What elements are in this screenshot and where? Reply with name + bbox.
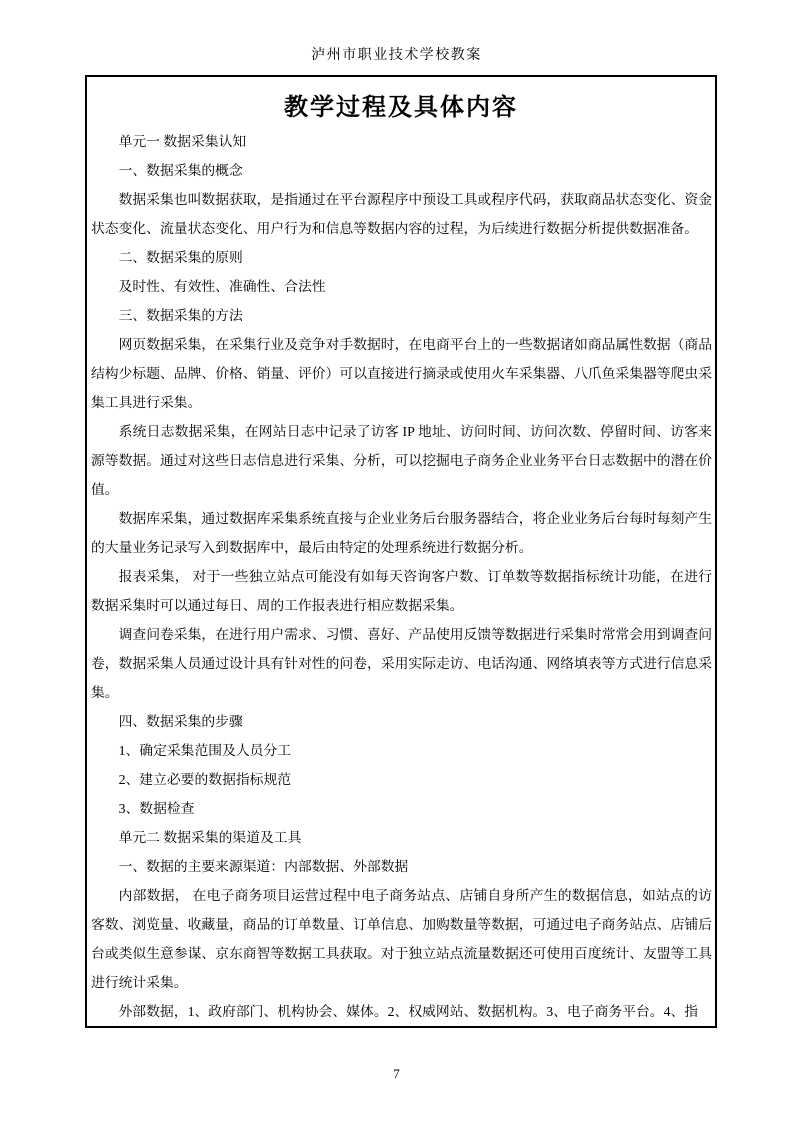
page-title: 教学过程及具体内容	[284, 94, 518, 121]
paragraph: 外部数据，1、政府部门、机构协会、媒体。2、权威网站、数据机构。3、电子商务平台。4、指	[118, 1004, 699, 1019]
paragraph: 二、数据采集的原则	[118, 250, 243, 265]
paragraph: 报表采集， 对于一些独立站点可能没有如每天咨询客户数、订单数等数据指标统计功能，在进行数据采集时可以通过每日、周的工作报表进行相应数据采集。	[91, 569, 712, 613]
content-border-box	[85, 75, 717, 1028]
paragraph: 数据库采集，通过数据库采集系统直接与企业业务后台服务器结合，将企业业务后台每时每刻产生的大量业务记录写入到数据库中，最后由特定的处理系统进行数据分析。	[91, 511, 712, 555]
paragraph: 三、数据采集的方法	[118, 308, 243, 323]
paragraph: 网页数据采集，在采集行业及竞争对手数据时，在电商平台上的一些数据诸如商品属性数据（商品结构少标题、品牌、价格、销量、评价）可以直接进行摘录或使用火车采集器、八爪鱼采集器等爬虫采集工具进行采集。	[91, 337, 712, 410]
paragraph: 调查问卷采集，在进行用户需求、习惯、喜好、产品使用反馈等数据进行采集时常常会用到调查问卷，数据采集人员通过设计具有针对性的问卷，采用实际走访、电话沟通、网络填表等方式进行信息采集。	[91, 627, 712, 700]
page-header: 泸州市职业技术学校教案	[311, 48, 482, 63]
paragraph: 2、建立必要的数据指标规范	[118, 772, 292, 787]
paragraph: 及时性、有效性、准确性、合法性	[118, 279, 326, 294]
paragraph: 1、确定采集范围及人员分工	[118, 743, 292, 758]
paragraph: 内部数据， 在电子商务项目运营过程中电子商务站点、店铺自身所产生的数据信息，如站点的访客数、浏览量、收藏量，商品的订单数量、订单信息、加购数量等数据，可通过电子商务站点、店铺后台或类似生意参谋、京东商智等数据工具获取。对于独立站点流量数据还可使用百度统计、友盟等工具进行统计采集。	[91, 888, 712, 990]
document-body	[87, 124, 715, 1026]
page-number: 7	[393, 1066, 400, 1081]
paragraph: 单元一 数据采集认知	[118, 134, 247, 149]
paragraph: 系统日志数据采集，在网站日志中记录了访客 IP 地址、访问时间、访问次数、停留时间、访客来源等数据。通过对这些日志信息进行采集、分析，可以挖掘电子商务企业业务平台日志数据中的潜在价值。	[91, 424, 712, 497]
paragraph: 单元二 数据采集的渠道及工具	[118, 830, 302, 845]
paragraph: 数据采集也叫数据获取，是指通过在平台源程序中预设工具或程序代码，获取商品状态变化、资金状态变化、流量状态变化、用户行为和信息等数据内容的过程，为后续进行数据分析提供数据准备。	[91, 192, 712, 236]
paragraph: 一、数据的主要来源渠道：内部数据、外部数据	[118, 859, 409, 874]
paragraph: 一、数据采集的概念	[118, 163, 243, 178]
paragraph: 3、数据检查	[118, 801, 195, 816]
paragraph: 四、数据采集的步骤	[118, 714, 243, 729]
